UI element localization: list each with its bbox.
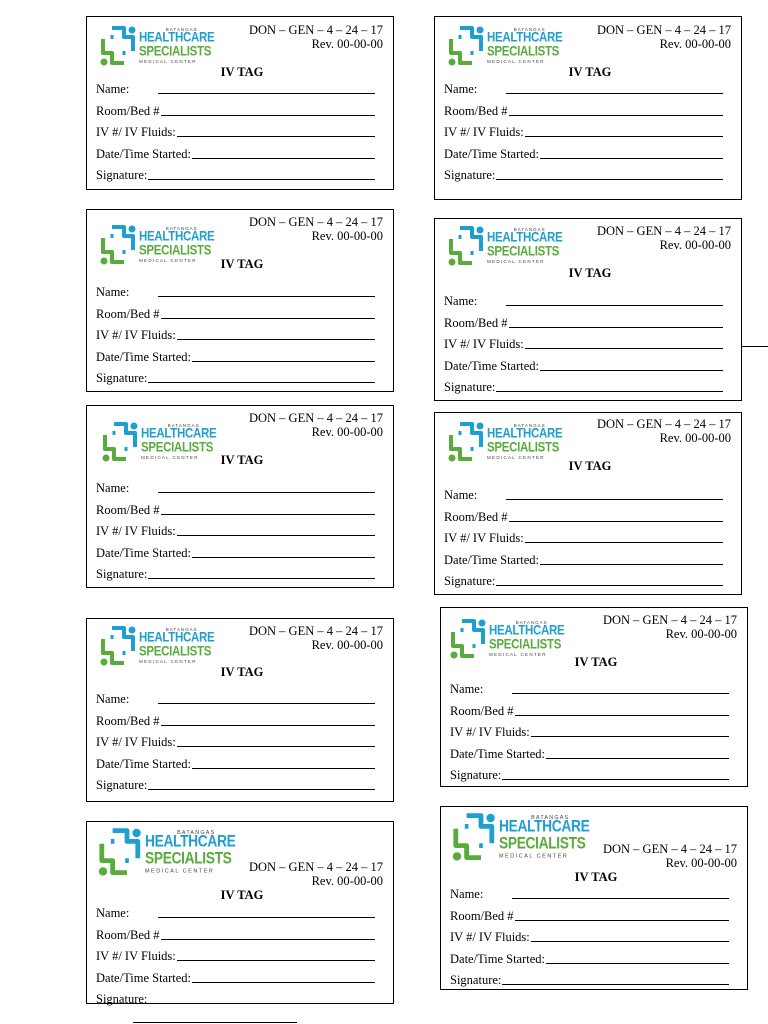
field-date-time-started-label: Date/Time Started: xyxy=(450,951,546,966)
tag-title: IV TAG xyxy=(568,65,612,79)
field-name-line[interactable] xyxy=(158,703,375,704)
revision-number: Rev. 00-00-00 xyxy=(311,638,383,652)
field-room-bed-line[interactable] xyxy=(161,514,375,515)
field-date-time-started xyxy=(444,140,723,161)
logo-cross-icon xyxy=(99,25,137,67)
field-date-time-started-line[interactable] xyxy=(192,982,375,983)
field-signature-label: Signature: xyxy=(96,167,148,182)
field-iv-fluids-line[interactable] xyxy=(177,746,375,747)
tag-fields xyxy=(444,482,723,589)
field-name xyxy=(96,900,375,921)
tag-title: IV TAG xyxy=(220,665,264,679)
document-code-block xyxy=(249,411,383,439)
document-code-block xyxy=(597,23,731,51)
document-code-block xyxy=(249,624,383,652)
logo-text-specialists: SPECIALISTS xyxy=(141,440,214,455)
iv-tag-card xyxy=(434,16,742,200)
logo-text-batangas: BATANGAS xyxy=(165,626,198,632)
field-signature xyxy=(96,162,375,183)
field-date-time-started xyxy=(96,964,375,985)
field-room-bed xyxy=(444,503,723,524)
field-signature-label: Signature: xyxy=(444,379,496,394)
logo-text-healthcare: HEALTHCARE xyxy=(499,818,590,837)
field-name-label: Name: xyxy=(96,692,130,707)
field-iv-fluids-label: IV #/ IV Fluids: xyxy=(444,337,524,352)
field-signature-label: Signature: xyxy=(96,777,148,792)
logo-text-batangas: BATANGAS xyxy=(513,26,546,32)
margin-line-bottom xyxy=(133,1022,297,1023)
field-room-bed-line[interactable] xyxy=(161,318,375,319)
margin-line-right xyxy=(742,346,768,347)
field-name-label: Name: xyxy=(96,906,130,921)
document-code-block xyxy=(597,224,731,252)
field-name xyxy=(444,76,723,97)
field-name-line[interactable] xyxy=(506,93,723,94)
logo-text-batangas: BATANGAS xyxy=(513,226,546,232)
field-iv-fluids xyxy=(444,119,723,140)
hospital-logo xyxy=(97,827,235,877)
tag-fields xyxy=(444,288,723,395)
field-iv-fluids-line[interactable] xyxy=(525,136,723,137)
logo-cross-icon xyxy=(447,25,485,67)
field-date-time-started xyxy=(444,352,723,373)
hospital-logo xyxy=(447,25,562,67)
field-name-line[interactable] xyxy=(158,492,375,493)
field-iv-fluids-line[interactable] xyxy=(525,348,723,349)
field-name-line[interactable] xyxy=(512,898,729,899)
iv-tag-card xyxy=(86,618,394,802)
tag-title: IV TAG xyxy=(220,65,264,79)
field-signature xyxy=(96,772,375,793)
logo-text-batangas: BATANGAS xyxy=(513,422,546,428)
field-signature xyxy=(96,365,375,386)
field-iv-fluids-line[interactable] xyxy=(531,736,729,737)
field-iv-fluids-label: IV #/ IV Fluids: xyxy=(444,125,524,140)
revision-number: Rev. 00-00-00 xyxy=(311,37,383,51)
field-signature-label: Signature: xyxy=(444,573,496,588)
logo-text-batangas: BATANGAS xyxy=(165,26,198,32)
field-signature-label: Signature: xyxy=(96,991,148,1006)
field-signature-label: Signature: xyxy=(444,167,496,182)
field-room-bed-line[interactable] xyxy=(161,115,375,116)
field-iv-fluids-line[interactable] xyxy=(177,339,375,340)
field-date-time-started-line[interactable] xyxy=(192,361,375,362)
logo-text-medical-center: MEDICAL CENTER xyxy=(145,867,215,874)
field-name-line[interactable] xyxy=(158,917,375,918)
field-room-bed-line[interactable] xyxy=(161,939,375,940)
field-room-bed xyxy=(450,902,729,923)
iv-tag-card xyxy=(440,806,748,990)
tag-title: IV TAG xyxy=(220,888,264,902)
iv-tag-card xyxy=(434,218,742,401)
document-code: DON – GEN – 4 – 24 – 17 xyxy=(248,411,383,425)
field-iv-fluids-line[interactable] xyxy=(531,941,729,942)
iv-tag-card xyxy=(86,16,394,190)
field-date-time-started xyxy=(96,539,375,560)
hospital-logo xyxy=(449,618,564,660)
document-code: DON – GEN – 4 – 24 – 17 xyxy=(602,613,737,627)
revision-number: Rev. 00-00-00 xyxy=(311,229,383,243)
field-date-time-started xyxy=(96,343,375,364)
logo-text-batangas: BATANGAS xyxy=(167,422,200,428)
logo-text-healthcare: HEALTHCARE xyxy=(489,623,565,639)
field-signature-label: Signature: xyxy=(96,566,148,581)
field-room-bed-line[interactable] xyxy=(509,521,723,522)
field-date-time-started-label: Date/Time Started: xyxy=(444,146,540,161)
field-room-bed xyxy=(96,496,375,517)
field-name xyxy=(450,881,729,902)
iv-tag-card xyxy=(86,821,394,1004)
field-room-bed-label: Room/Bed # xyxy=(96,713,160,728)
logo-text-specialists: SPECIALISTS xyxy=(139,243,212,258)
field-name-line[interactable] xyxy=(512,693,729,694)
hospital-logo xyxy=(99,625,214,667)
field-room-bed xyxy=(96,97,375,118)
logo-cross-icon xyxy=(449,618,487,660)
revision-number: Rev. 00-00-00 xyxy=(665,856,737,870)
document-code-block xyxy=(249,860,383,888)
field-name-label: Name: xyxy=(444,82,478,97)
document-code: DON – GEN – 4 – 24 – 17 xyxy=(248,215,383,229)
document-code-block xyxy=(249,215,383,243)
logo-text-medical-center: MEDICAL CENTER xyxy=(141,455,199,460)
iv-tag-card xyxy=(86,405,394,588)
field-name-line[interactable] xyxy=(158,296,375,297)
tag-fields xyxy=(96,76,375,183)
field-iv-fluids-label: IV #/ IV Fluids: xyxy=(96,949,176,964)
hospital-logo xyxy=(447,421,562,463)
tag-fields xyxy=(96,900,375,1007)
field-room-bed-label: Room/Bed # xyxy=(96,927,160,942)
field-room-bed-label: Room/Bed # xyxy=(96,502,160,517)
field-signature xyxy=(450,762,729,783)
logo-text-specialists: SPECIALISTS xyxy=(499,834,586,853)
field-signature-label: Signature: xyxy=(450,972,502,987)
field-room-bed-line[interactable] xyxy=(515,920,729,921)
field-iv-fluids xyxy=(96,119,375,140)
revision-number: Rev. 00-00-00 xyxy=(311,874,383,888)
logo-text-specialists: SPECIALISTS xyxy=(145,849,232,868)
field-date-time-started-line[interactable] xyxy=(540,370,723,371)
field-name xyxy=(450,676,729,697)
field-room-bed xyxy=(96,921,375,942)
field-date-time-started-label: Date/Time Started: xyxy=(96,756,192,771)
field-iv-fluids xyxy=(96,943,375,964)
field-iv-fluids-line[interactable] xyxy=(177,535,375,536)
logo-text-medical-center: MEDICAL CENTER xyxy=(487,259,545,264)
field-signature-label: Signature: xyxy=(96,370,148,385)
logo-cross-icon xyxy=(451,812,497,862)
field-name xyxy=(444,288,723,309)
hospital-logo xyxy=(99,25,214,67)
tag-title: IV TAG xyxy=(568,266,612,280)
hospital-logo xyxy=(447,225,562,267)
field-room-bed xyxy=(444,97,723,118)
field-signature-line[interactable] xyxy=(502,984,729,985)
field-name-line[interactable] xyxy=(158,93,375,94)
tag-fields xyxy=(450,676,729,783)
field-date-time-started xyxy=(450,945,729,966)
document-code: DON – GEN – 4 – 24 – 17 xyxy=(248,860,383,874)
logo-cross-icon xyxy=(99,625,137,667)
field-name-label: Name: xyxy=(450,682,484,697)
field-room-bed-label: Room/Bed # xyxy=(96,103,160,118)
field-iv-fluids-line[interactable] xyxy=(177,136,375,137)
logo-cross-icon xyxy=(447,421,485,463)
field-date-time-started xyxy=(96,140,375,161)
logo-text-batangas: BATANGAS xyxy=(531,813,570,820)
tag-fields xyxy=(450,881,729,988)
document-code: DON – GEN – 4 – 24 – 17 xyxy=(602,842,737,856)
revision-number: Rev. 00-00-00 xyxy=(659,431,731,445)
logo-text-specialists: SPECIALISTS xyxy=(139,44,212,59)
field-room-bed xyxy=(450,697,729,718)
field-room-bed-line[interactable] xyxy=(509,115,723,116)
field-iv-fluids xyxy=(96,322,375,343)
field-signature xyxy=(444,162,723,183)
field-signature-line[interactable] xyxy=(148,578,375,579)
field-iv-fluids-label: IV #/ IV Fluids: xyxy=(450,725,530,740)
field-signature-line[interactable] xyxy=(148,179,375,180)
document-code-block xyxy=(597,417,731,445)
tag-title: IV TAG xyxy=(574,870,618,884)
document-code-block xyxy=(603,842,737,870)
revision-number: Rev. 00-00-00 xyxy=(665,627,737,641)
field-name-line[interactable] xyxy=(506,499,723,500)
field-name-label: Name: xyxy=(444,294,478,309)
field-date-time-started-line[interactable] xyxy=(192,158,375,159)
field-signature xyxy=(450,967,729,988)
logo-text-healthcare: HEALTHCARE xyxy=(145,833,236,852)
field-room-bed-label: Room/Bed # xyxy=(444,509,508,524)
field-room-bed-label: Room/Bed # xyxy=(450,908,514,923)
logo-text-specialists: SPECIALISTS xyxy=(489,637,562,652)
document-code: DON – GEN – 4 – 24 – 17 xyxy=(596,417,731,431)
field-signature-line[interactable] xyxy=(496,585,723,586)
field-name xyxy=(96,475,375,496)
iv-tag-card xyxy=(86,209,394,392)
field-iv-fluids-label: IV #/ IV Fluids: xyxy=(450,930,530,945)
field-signature-line[interactable] xyxy=(496,391,723,392)
field-iv-fluids xyxy=(450,719,729,740)
tag-fields xyxy=(444,76,723,183)
field-date-time-started-line[interactable] xyxy=(546,963,729,964)
field-signature-line[interactable] xyxy=(496,179,723,180)
field-signature-line[interactable] xyxy=(502,779,729,780)
field-date-time-started-line[interactable] xyxy=(540,564,723,565)
field-room-bed-line[interactable] xyxy=(515,715,729,716)
field-date-time-started xyxy=(450,740,729,761)
field-date-time-started-label: Date/Time Started: xyxy=(96,545,192,560)
logo-text-specialists: SPECIALISTS xyxy=(487,44,560,59)
field-name xyxy=(96,76,375,97)
field-signature-label: Signature: xyxy=(450,767,502,782)
field-room-bed-line[interactable] xyxy=(161,725,375,726)
field-room-bed-label: Room/Bed # xyxy=(444,315,508,330)
field-name-label: Name: xyxy=(96,82,130,97)
logo-text-healthcare: HEALTHCARE xyxy=(487,230,563,246)
document-code: DON – GEN – 4 – 24 – 17 xyxy=(596,23,731,37)
logo-text-medical-center: MEDICAL CENTER xyxy=(499,852,569,859)
logo-text-medical-center: MEDICAL CENTER xyxy=(489,652,547,657)
tag-title: IV TAG xyxy=(220,453,264,467)
tag-fields xyxy=(96,279,375,386)
document-code: DON – GEN – 4 – 24 – 17 xyxy=(596,224,731,238)
field-iv-fluids xyxy=(444,331,723,352)
field-name xyxy=(96,279,375,300)
logo-text-specialists: SPECIALISTS xyxy=(487,244,560,259)
tag-fields xyxy=(96,475,375,582)
logo-text-batangas: BATANGAS xyxy=(177,828,216,835)
field-name-label: Name: xyxy=(96,481,130,496)
field-date-time-started-line[interactable] xyxy=(192,768,375,769)
logo-cross-icon xyxy=(447,225,485,267)
field-date-time-started-line[interactable] xyxy=(540,158,723,159)
field-room-bed xyxy=(96,707,375,728)
field-iv-fluids-label: IV #/ IV Fluids: xyxy=(96,735,176,750)
field-date-time-started-label: Date/Time Started: xyxy=(444,358,540,373)
logo-text-healthcare: HEALTHCARE xyxy=(139,229,215,245)
revision-number: Rev. 00-00-00 xyxy=(659,37,731,51)
field-iv-fluids xyxy=(96,518,375,539)
field-date-time-started xyxy=(96,750,375,771)
field-signature-line[interactable] xyxy=(148,1003,375,1004)
revision-number: Rev. 00-00-00 xyxy=(659,238,731,252)
hospital-logo xyxy=(451,812,589,862)
field-name xyxy=(96,686,375,707)
field-date-time-started-label: Date/Time Started: xyxy=(96,146,192,161)
tag-title: IV TAG xyxy=(574,655,618,669)
logo-cross-icon xyxy=(97,827,143,877)
field-iv-fluids xyxy=(444,525,723,546)
field-date-time-started-label: Date/Time Started: xyxy=(96,970,192,985)
field-room-bed xyxy=(444,309,723,330)
revision-number: Rev. 00-00-00 xyxy=(311,425,383,439)
logo-text-specialists: SPECIALISTS xyxy=(487,440,560,455)
field-name-label: Name: xyxy=(96,285,130,300)
logo-text-batangas: BATANGAS xyxy=(515,619,548,625)
logo-text-medical-center: MEDICAL CENTER xyxy=(487,59,545,64)
field-date-time-started xyxy=(444,546,723,567)
logo-text-healthcare: HEALTHCARE xyxy=(487,30,563,46)
field-name-label: Name: xyxy=(450,887,484,902)
tag-fields xyxy=(96,686,375,793)
iv-tag-card xyxy=(434,412,742,595)
field-room-bed-label: Room/Bed # xyxy=(96,306,160,321)
iv-tag-card xyxy=(440,607,748,787)
logo-text-specialists: SPECIALISTS xyxy=(139,644,212,659)
field-room-bed-label: Room/Bed # xyxy=(444,103,508,118)
field-signature xyxy=(444,374,723,395)
logo-text-medical-center: MEDICAL CENTER xyxy=(487,455,545,460)
field-iv-fluids-line[interactable] xyxy=(525,542,723,543)
logo-text-healthcare: HEALTHCARE xyxy=(487,426,563,442)
field-date-time-started-label: Date/Time Started: xyxy=(96,349,192,364)
field-room-bed-line[interactable] xyxy=(509,327,723,328)
field-signature xyxy=(96,986,375,1007)
logo-text-batangas: BATANGAS xyxy=(165,225,198,231)
logo-text-healthcare: HEALTHCARE xyxy=(139,630,215,646)
field-room-bed xyxy=(96,300,375,321)
field-date-time-started-line[interactable] xyxy=(546,758,729,759)
document-code: DON – GEN – 4 – 24 – 17 xyxy=(248,23,383,37)
document-code-block xyxy=(249,23,383,51)
logo-text-healthcare: HEALTHCARE xyxy=(139,30,215,46)
document-code: DON – GEN – 4 – 24 – 17 xyxy=(248,624,383,638)
field-iv-fluids-label: IV #/ IV Fluids: xyxy=(96,328,176,343)
field-iv-fluids-line[interactable] xyxy=(177,960,375,961)
field-iv-fluids-label: IV #/ IV Fluids: xyxy=(444,531,524,546)
field-signature-line[interactable] xyxy=(148,382,375,383)
field-name xyxy=(444,482,723,503)
field-name-label: Name: xyxy=(444,488,478,503)
field-date-time-started-label: Date/Time Started: xyxy=(450,746,546,761)
field-date-time-started-line[interactable] xyxy=(192,557,375,558)
tag-title: IV TAG xyxy=(220,257,264,271)
logo-text-healthcare: HEALTHCARE xyxy=(141,426,217,442)
field-name-line[interactable] xyxy=(506,305,723,306)
document-code-block xyxy=(603,613,737,641)
field-date-time-started-label: Date/Time Started: xyxy=(444,552,540,567)
field-signature xyxy=(96,561,375,582)
logo-text-medical-center: MEDICAL CENTER xyxy=(139,659,197,664)
field-room-bed-label: Room/Bed # xyxy=(450,703,514,718)
field-iv-fluids xyxy=(450,924,729,945)
logo-text-medical-center: MEDICAL CENTER xyxy=(139,258,197,263)
tag-title: IV TAG xyxy=(568,459,612,473)
field-iv-fluids-label: IV #/ IV Fluids: xyxy=(96,125,176,140)
field-iv-fluids-label: IV #/ IV Fluids: xyxy=(96,524,176,539)
field-signature-line[interactable] xyxy=(148,789,375,790)
logo-text-medical-center: MEDICAL CENTER xyxy=(139,59,197,64)
field-signature xyxy=(444,568,723,589)
field-iv-fluids xyxy=(96,729,375,750)
